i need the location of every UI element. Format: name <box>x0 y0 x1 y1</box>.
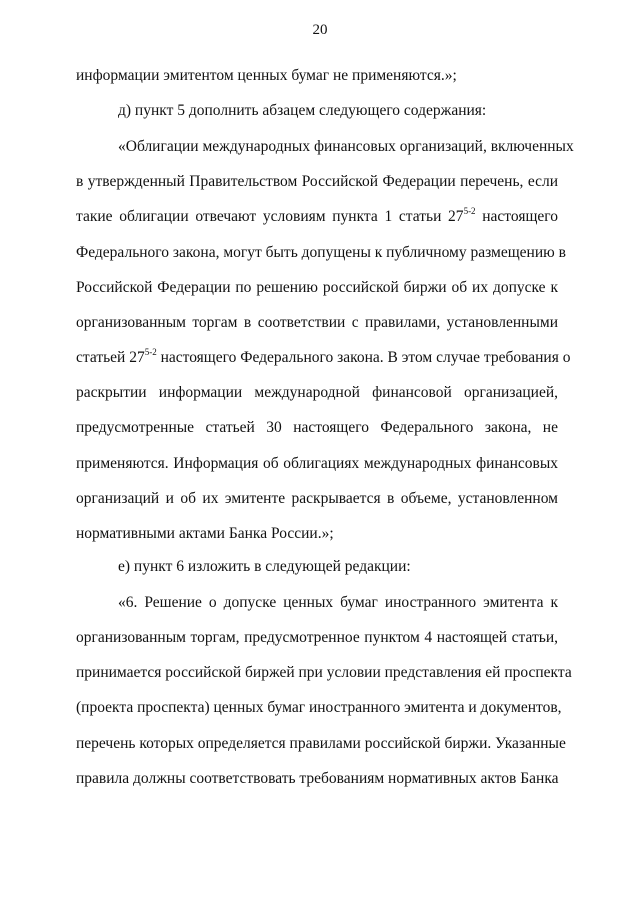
text-line: в утвержденный Правительством Российской Федерации перечень, если <box>76 173 558 190</box>
text-line: е) пункт 6 изложить в следующей редакции: <box>118 558 411 575</box>
text-line: Российской Федерации по решению российской биржи об их допуске к <box>76 279 558 296</box>
page-number: 20 <box>312 22 328 38</box>
text-segment: такие облигации отвечают условиям пункта 1 статьи 27 <box>76 208 464 225</box>
text-line: применяются. Информация об облигациях международных финансовых <box>76 455 558 472</box>
text-line: принимается российской биржей при условии представления ей проспекта <box>76 664 572 681</box>
text-line: организаций и об их эмитенте раскрывается в объеме, установленном <box>76 490 558 507</box>
text-line: «6. Решение о допуске ценных бумаг иностранного эмитента к <box>118 594 558 611</box>
text-line <box>76 347 571 368</box>
text-line: предусмотренные статьей 30 настоящего Федерального закона, не <box>76 419 558 436</box>
text-line: раскрытии информации международной финансовой организацией, <box>76 384 558 401</box>
text-line: д) пункт 5 дополнить абзацем следующего содержания: <box>118 102 487 119</box>
text-line: Федерального закона, могут быть допущены к публичному размещению в <box>76 244 566 261</box>
text-segment: настоящего <box>475 208 558 225</box>
text-line: нормативными актами Банка России.»; <box>76 525 334 542</box>
text-segment: настоящего Федерального закона. В этом случае требования о <box>156 349 571 366</box>
text-line: информации эмитентом ценных бумаг не применяются.»; <box>76 67 457 84</box>
text-line: (проекта проспекта) ценных бумаг иностранного эмитента и документов, <box>76 699 562 716</box>
text-line: правила должны соответствовать требованиям нормативных актов Банка <box>76 770 559 787</box>
text-line: организованным торгам в соответствии с правилами, установленными <box>76 314 558 331</box>
text-line: перечень которых определяется правилами российской биржи. Указанные <box>76 735 566 752</box>
superscript: 5-2 <box>144 347 157 357</box>
text-line: организованным торгам, предусмотренное пунктом 4 настоящей статьи, <box>76 629 558 646</box>
text-line <box>76 207 558 227</box>
superscript: 5-2 <box>463 206 476 216</box>
text-segment: статьей 27 <box>76 349 145 366</box>
text-line: «Облигации международных финансовых организаций, включенных <box>118 138 574 155</box>
